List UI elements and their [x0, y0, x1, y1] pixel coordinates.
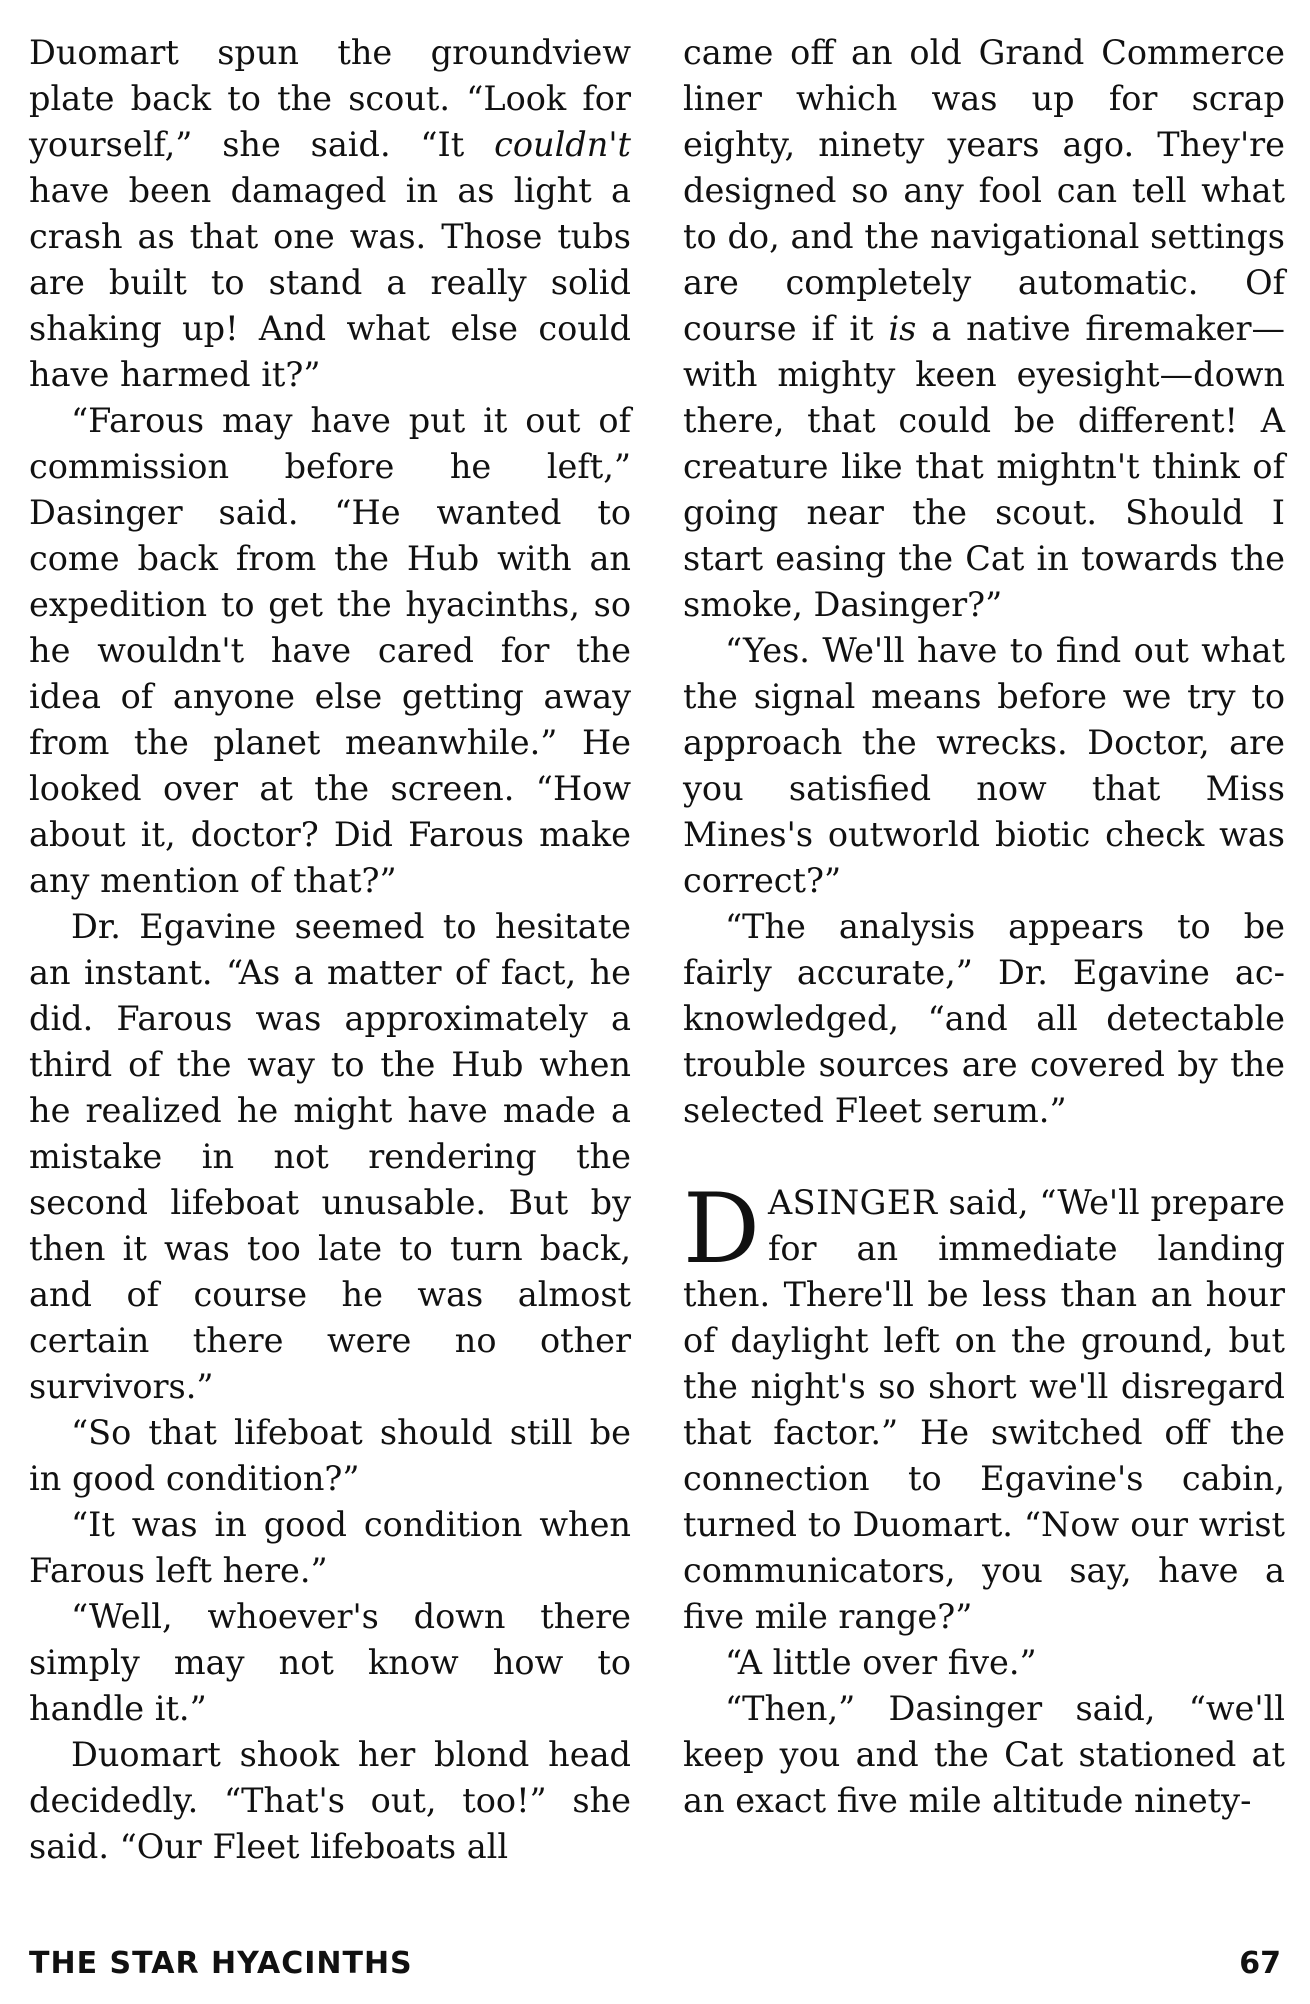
right-text-column	[683, 30, 1285, 1824]
paragraph: “Yes. We'll have to find out what the signal means before we try to approach the wrecks. Doctor, are you satisfied now that Miss Mines's outworld biotic check was correct?”	[683, 631, 1285, 900]
left-text-column	[29, 30, 631, 1870]
paragraph: “Then,” Dasinger said, “we'll keep you and the Cat stationed at an exact five mile altitude ninety-	[683, 1689, 1285, 1820]
paragraph: came off an old Grand Commerce liner which was up for scrap eighty, ninety years ago. They're designed so any fool can tell what to do, and the navigational settings are completely automatic. Of course if it is a native firemaker—with mighty keen eyesight—down there, that could be different! A creature like that mightn't think of going near the scout. Should I start easing the Cat in towards the smoke, Dasinger?”	[683, 33, 1285, 624]
paragraph: Dr. Egavine seemed to hesitate an instant. “As a matter of fact, he did. Farous was approximately a third of the way to the Hub when he realized he might have made a mistake in not rendering the second lifeboat unusable. But by then it was too late to turn back, and of course he was almost certain there were no other survivors.”	[29, 907, 631, 1406]
lead-in-caps: ASINGER	[767, 1183, 938, 1222]
page-footer	[29, 1942, 1281, 1986]
page-number: 67	[1239, 1946, 1281, 1981]
paragraph: “It was in good condition when Farous left here.”	[29, 1505, 631, 1590]
paragraph: “Well, whoever's down there simply may not know how to handle it.”	[29, 1597, 631, 1728]
drop-cap: D	[683, 1173, 760, 1285]
paragraph: “So that lifeboat should still be in good condition?”	[29, 1413, 631, 1498]
paragraph: Duomart spun the groundview plate back to the scout. “Look for yourself,” she said. “It couldn't have been damaged in as light a crash as that one was. Those tubs are built to stand a really solid shaking up! And what else could have harmed it?”	[29, 33, 631, 394]
section-opening-paragraph	[683, 1173, 1285, 1640]
paragraph: “A little over five.”	[725, 1643, 1037, 1682]
section-text: said, “We'll prepare for an immediate landing then. There'll be less than an hour of daylight left on the ground, but the night's so short we'll disregard that factor.” He switched off the connection to Egavine's cabin, turned to Duomart. “Now our wrist communicators, you say, have a five mile range?”	[683, 1183, 1285, 1636]
paragraph: Duomart shook her blond head decidedly. “That's out, too!” she said. “Our Fleet lifeboats all	[29, 1735, 631, 1866]
running-title: THE STAR HYACINTHS	[29, 1946, 413, 1981]
paragraph: “Farous may have put it out of commission before he left,” Dasinger said. “He wanted to come back from the Hub with an expedition to get the hyacinths, so he wouldn't have cared for the idea of anyone else getting away from the planet meanwhile.” He looked over at the screen. “How about it, doctor? Did Farous make any mention of that?”	[29, 401, 631, 900]
paragraph: “The analysis appears to be fairly accurate,” Dr. Egavine acknowledged, “and all detectable trouble sources are covered by the selected Fleet serum.”	[683, 907, 1285, 1130]
